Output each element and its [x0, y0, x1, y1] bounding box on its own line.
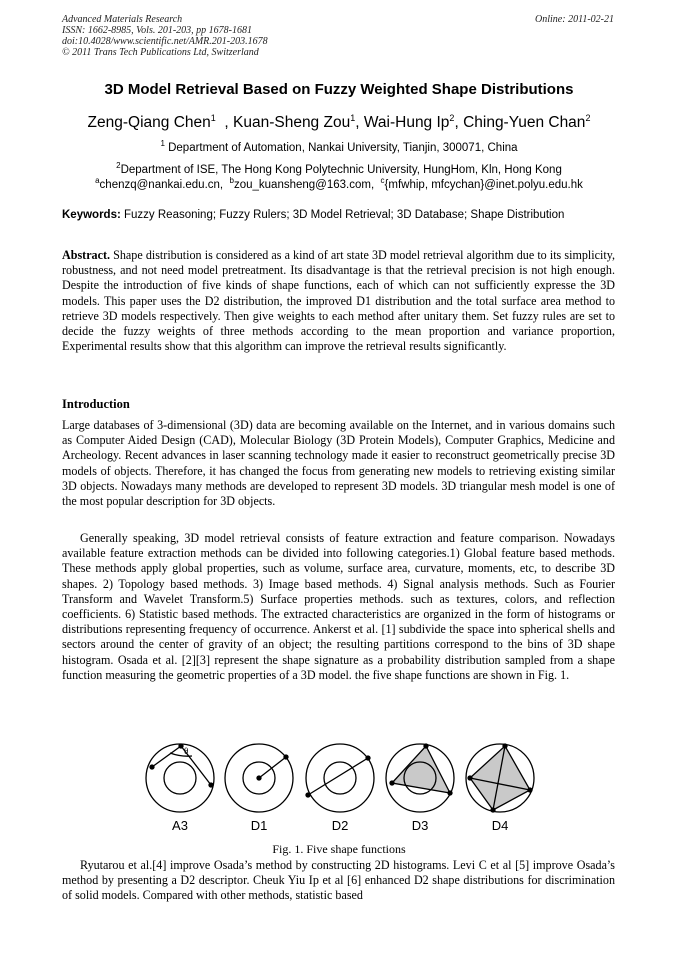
email-sup: a — [95, 176, 100, 185]
email-address: chenzq@nankai.edu.cn, — [99, 178, 224, 191]
affiliation-2 — [20, 161, 658, 176]
d2-diagram — [306, 744, 374, 812]
figure-caption: Fig. 1. Five shape functions — [272, 842, 406, 856]
affiliation-sup: 1 — [160, 139, 165, 148]
affiliation-sup: 2 — [116, 161, 121, 170]
abstract — [62, 248, 615, 354]
email-sup: c — [380, 176, 385, 185]
figure-label-d1: D1 — [250, 818, 268, 833]
paper-title: 3D Model Retrieval Based on Fuzzy Weighted Shape Distributions — [104, 81, 574, 98]
email-address: zou_kuansheng@163.com, — [233, 178, 375, 191]
abstract-text: Shape distribution is considered as a kind of art state 3D model retrieval algorithm due to its simplicity, robustness, and not need model pretreatment. Its disadvantage is that the retrieval precision is not high enough. Despite the introduction of five kinds of shape functions, each of which can not sufficiently expresse the 3D models. This paper uses the D2 distribution, the improved D1 distribution and the total surface area method to retrieve 3D models respectively. Then give weights to each method after unitary them. Set fuzzy rules are set to decide the fuzzy weights of three methods according to the mean proportion and variance proportion, Experimental results show that this algorithm can improve the retrieval results significantly. — [62, 248, 615, 354]
d1-diagram — [225, 744, 293, 812]
copyright-line: © 2011 Trans Tech Publications Ltd, Switzerland — [62, 47, 259, 58]
issn-line: ISSN: 1662-8985, Vols. 201-203, pp 1678-1681 — [62, 25, 252, 36]
author-sup: 1 — [210, 113, 216, 123]
shape-function-diagrams — [140, 738, 540, 818]
author-sup: 2 — [585, 113, 591, 123]
section-heading-introduction: Introduction — [62, 397, 130, 411]
author-name: Ching-Yuen Chan — [463, 114, 586, 132]
figure-label-a3: A3 — [172, 818, 188, 833]
affiliation-text: Department of ISE, The Hong Kong Polytechnic University, HungHom, Kln, Hong Kong — [120, 163, 562, 176]
keywords-label: Keywords: — [62, 209, 121, 221]
d4-diagram — [466, 744, 534, 812]
author-name: Zeng-Qiang Chen — [87, 114, 211, 132]
email-address: {mfwhip, mfcychan}@inet.polyu.edu.hk — [384, 178, 583, 191]
abstract-label: Abstract. — [62, 248, 111, 262]
affiliation-text: Department of Automation, Nankai University, Tianjin, 300071, China — [168, 141, 518, 154]
keywords-text: Fuzzy Reasoning; Fuzzy Rulers; 3D Model Retrieval; 3D Database; Shape Distribution — [124, 209, 565, 221]
a3-diagram — [146, 744, 214, 812]
doi-line: doi:10.4028/www.scientific.net/AMR.201-203.1678 — [62, 36, 268, 47]
author-list: Zeng-Qiang Chen$^1$ , Kuan-Sheng Zou$^1$, Wai-Hung Ip$^2$, Ching-Yuen Chan$^2$ — [87, 113, 591, 132]
author-name: Wai-Hung Ip — [363, 114, 450, 132]
theta-label: θ — [184, 746, 189, 756]
author-sup: 2 — [449, 113, 455, 123]
intro-paragraph-2: Generally speaking, 3D model retrieval consists of feature extraction and feature comparison. Nowadays available feature extraction methods can be divided into following categories.1) Global feature based methods. These methods apply global properties, such as volume, surface area, curvature, moments, etc, to describe 3D shapes. 2) Topology based methods. 3) Image based methods. 4) Signal analysis methods. Such as Fourier Transform and Wavelet Transform.5) Surface properties methods. such as textures, colors, and reflection coefficients. 6) Statistic based methods. The extracted characteristics are organized in the form of histograms or distributions representing frequency of occurrence. Ankerst et al. [1] subdivide the space into spherical shells and sectors around the center of gravity of an object; the resulting partitions correspond to the bins of 3D shape histogram. Osada et al. [2][3] represent the shape signature as a probability distribution sampled from a shape function measuring the geometric properties of a 3D model. the five shape functions are shown in Fig. 1. — [62, 531, 615, 682]
intro-paragraph-3: Ryutarou et al.[4] improve Osada’s method by constructing 2D histograms. Levi C et al [5] improve Osada’s method by presenting a D2 descriptor. Cheuk Yiu Ip et al [6] enhanced D2 shape distributions for discrimination of solid models. Compared with other methods, statistic based — [62, 858, 615, 903]
journal-header — [62, 14, 614, 58]
affiliation-1 — [20, 139, 658, 154]
online-date: Online: 2011-02-21 — [535, 14, 614, 25]
author-sup: 1 — [350, 113, 356, 123]
email-sup: b — [229, 176, 234, 185]
figure-label-d4: D4 — [491, 818, 509, 833]
email-line — [20, 176, 658, 191]
intro-paragraph-1: Large databases of 3-dimensional (3D) data are becoming available on the Internet, and in various domains such as Computer Aided Design (CAD), Molecular Biology (3D Protein Models), Computer Graphics, Medicine and Archeology. Recent advances in laser scanning technology made it easier to reconstruct geometrically precise 3D models of objects. Therefore, it has changed the focus from generating new models to retrieving existing similar 3D objects. Nowadays many methods are developed to represent 3D models. 3D triangular mesh model is one of the most popular description for 3D objects. — [62, 418, 615, 509]
keywords — [62, 209, 618, 221]
d3-diagram — [386, 744, 454, 812]
figure-shape-functions — [140, 738, 540, 838]
journal-name: Advanced Materials Research — [62, 14, 183, 25]
figure-label-d2: D2 — [331, 818, 349, 833]
author-name: Kuan-Sheng Zou — [233, 114, 351, 132]
figure-label-d3: D3 — [411, 818, 429, 833]
